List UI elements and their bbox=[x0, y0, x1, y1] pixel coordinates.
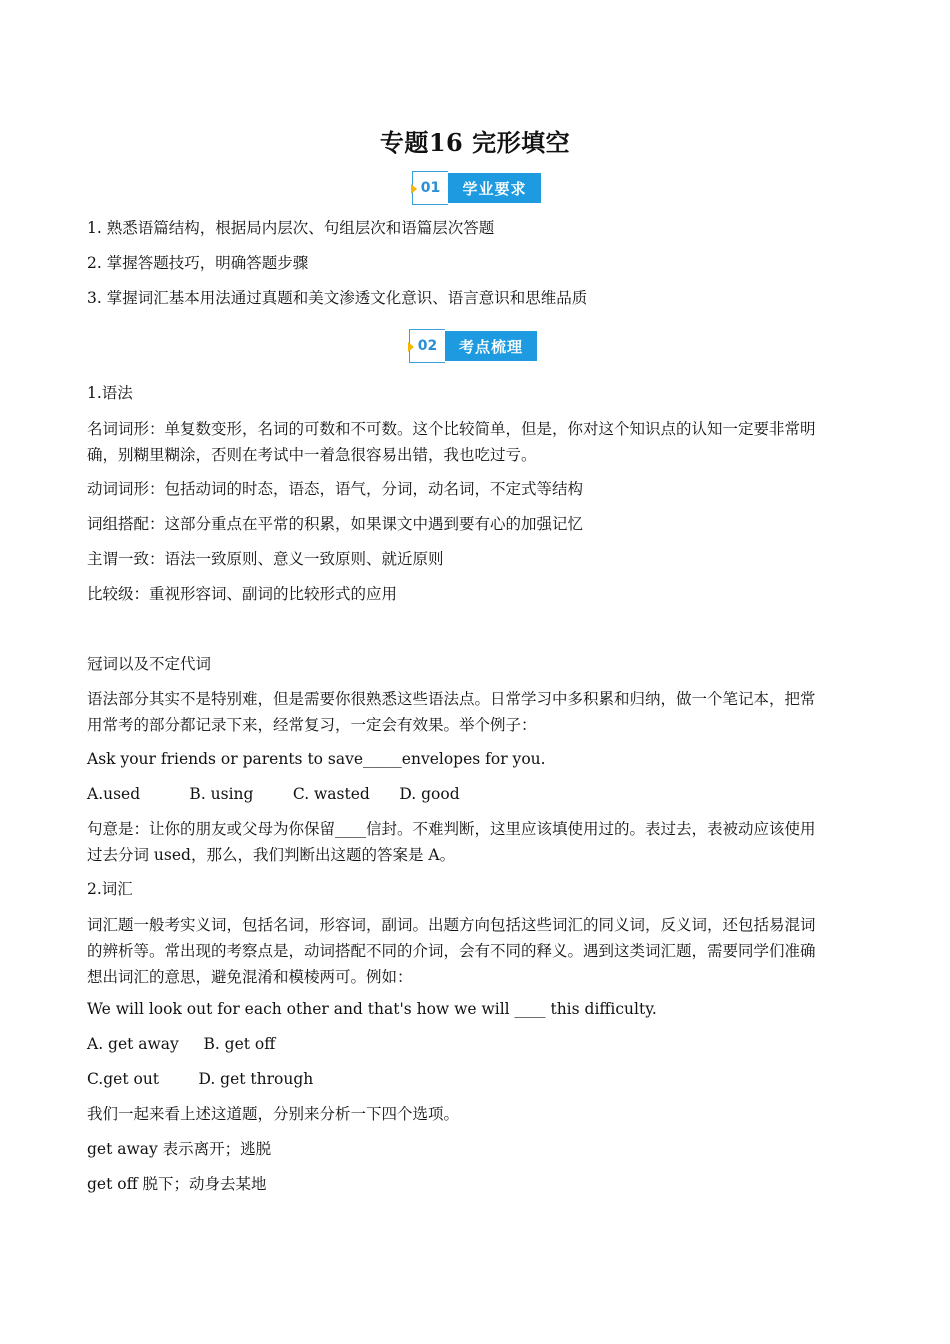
grammar-example-sentence: Ask your friends or parents to save_____envelopes for you. bbox=[87, 750, 546, 768]
grammar-advice-paragraph: 语法部分其实不是特别难，但是需要你很熟悉这些语法点。日常学习中多积累和归纳，做一个笔记本，把常用常考的部分都记录下来，经常复习，一定会有效果。举个例子： bbox=[87, 690, 816, 734]
section-number-box bbox=[409, 329, 445, 363]
vocab-intro-paragraph: 词汇题一般考实义词，包括名词，形容词，副词。出题方向包括这些词汇的同义词，反义词，还包括易混词的辨析等。常出现的考察点是，动词搭配不同的介词，会有不同的释义。遇到这类词汇题，需要同学们准确想出词汇的意思，避免混淆和模棱两可。例如： bbox=[87, 916, 816, 986]
grammar-example-options: A.used B. using C. wasted D. good bbox=[87, 785, 460, 803]
vocab-option-definition: get off 脱下；动身去某地 bbox=[87, 1175, 267, 1193]
grammar-explanation-paragraph: 句意是：让你的朋友或父母为你保留____信封。不难判断，这里应该填使用过的。表过去，表被动应该使用过去分词 used，那么，我们判断出这题的答案是 A。 bbox=[87, 820, 816, 864]
arrow-marker-icon bbox=[411, 184, 417, 194]
section-badge-requirements bbox=[412, 170, 541, 206]
grammar-articles-paragraph: 冠词以及不定代词 bbox=[87, 655, 212, 673]
section-number-box bbox=[412, 171, 448, 205]
grammar-heading: 1.语法 bbox=[87, 384, 133, 402]
grammar-comparison-paragraph: 比较级：重视形容词、副词的比较形式的应用 bbox=[87, 585, 398, 603]
grammar-noun-paragraph: 名词词形：单复数变形，名词的可数和不可数。这个比较简单，但是，你对这个知识点的认知一定要非常明确，别糊里糊涂，否则在考试中一着急很容易出错，我也吃过亏。 bbox=[87, 420, 816, 464]
grammar-verb-paragraph: 动词词形：包括动词的时态，语态，语气，分词，动名词，不定式等结构 bbox=[87, 480, 584, 498]
grammar-collocation-paragraph: 词组搭配：这部分重点在平常的积累，如果课文中遇到要有心的加强记忆 bbox=[87, 515, 584, 533]
section-number: 02 bbox=[417, 338, 438, 354]
grammar-agreement-paragraph: 主谓一致：语法一致原则、意义一致原则、就近原则 bbox=[87, 550, 444, 568]
page-title: 专题16 完形填空 bbox=[379, 128, 571, 157]
arrow-marker-icon bbox=[408, 342, 414, 352]
vocab-example-sentence: We will look out for each other and that's how we will ____ this difficulty. bbox=[87, 1000, 657, 1018]
requirement-item: 3. 掌握词汇基本用法通过真题和美文渗透文化意识、语言意识和思维品质 bbox=[87, 289, 588, 307]
requirement-item: 1. 熟悉语篇结构，根据局内层次、句组层次和语篇层次答题 bbox=[87, 219, 495, 237]
vocab-example-options: C.get out D. get through bbox=[87, 1070, 314, 1088]
section-label: 考点梳理 bbox=[445, 331, 537, 361]
requirement-item: 2. 掌握答题技巧，明确答题步骤 bbox=[87, 254, 309, 272]
section-label: 学业要求 bbox=[448, 173, 541, 203]
vocab-heading: 2.词汇 bbox=[87, 880, 133, 898]
vocab-analysis-paragraph: 我们一起来看上述这道题，分别来分析一下四个选项。 bbox=[87, 1105, 460, 1123]
section-badge-key-points bbox=[409, 328, 537, 364]
vocab-example-options: A. get away B. get off bbox=[87, 1035, 276, 1053]
vocab-option-definition: get away 表示离开；逃脱 bbox=[87, 1140, 272, 1158]
section-number: 01 bbox=[420, 180, 441, 196]
